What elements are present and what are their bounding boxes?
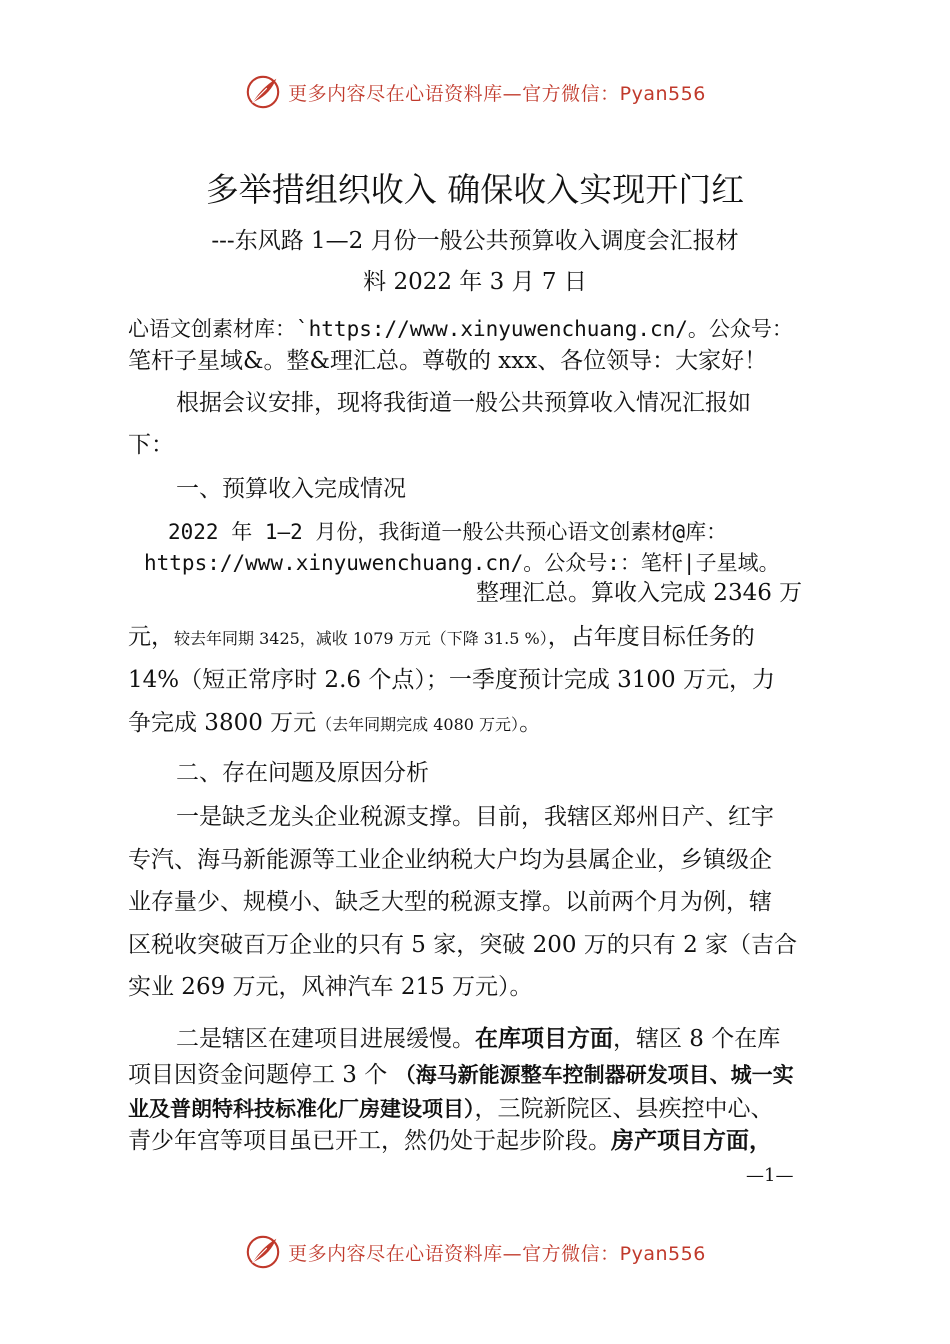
text-segment-bold: 在库项目方面 [475,1026,613,1052]
paragraph-line: 2022 年 1—2 月份，我街道一般公共预心语文创素材@库： [168,520,728,544]
section-heading: 二、存在问题及原因分析 [176,760,429,786]
text-segment: 项目因资金问题停工 3 个 [128,1062,395,1088]
opening-line: 下： [128,432,174,458]
watermark-text: 更多内容尽在心语资料库—官方微信：Pyan556 [288,82,706,105]
text-segment: 争完成 3800 万元 [128,710,317,736]
text-segment: 元， [128,624,174,650]
text-segment: ，占年度目标任务的 [547,624,755,650]
paragraph-line: 14%（短正常序时 2.6 个点）；一季度预计完成 3100 万元，力 [128,667,775,693]
paragraph-line: 实业 269 万元，风神汽车 215 万元）。 [128,974,533,1000]
paragraph-line [176,1022,876,1056]
page-number: —1— [746,1165,794,1186]
text-segment: 。 [519,710,543,736]
watermark-banner-top [0,72,950,112]
section-heading: 一、预算收入完成情况 [176,476,406,502]
paragraph-line [128,1092,828,1126]
document-subtitle: ---东风路 1—2 月份一般公共预算收入调度会汇报材 [211,228,739,254]
text-segment-bold: （海马新能源整车控制器研发项目、城一实 [394,1063,794,1087]
document-dateline: 料 2022 年 3 月 7 日 [363,269,587,295]
intro-line: 笔杆子星域&。整&理汇总。尊敬的 xxx、各位领导：大家好！ [128,348,768,374]
paragraph-line: 专汽、海马新能源等工业企业纳税大户均为县属企业，乡镇级企 [128,847,772,873]
text-segment-small: （去年同期完成 4080 万元） [316,715,520,734]
text-segment: ，三院新院区、县疾控中心、 [474,1096,774,1122]
paragraph-line [128,1058,828,1092]
paragraph-line: 区税收突破百万企业的只有 5 家，突破 200 万的只有 2 家（吉合 [128,932,798,958]
feather-pen-logo-icon [244,1233,282,1271]
paragraph-line: 一是缺乏龙头企业税源支撑。目前，我辖区郑州日产、红宇 [176,804,774,830]
intro-text: 心语文创素材库：`https://www.xinyuwenchuang.cn/。公众号： [128,317,793,341]
intro-line [128,312,828,346]
text-segment: ，辖区 8 个在库 [613,1026,781,1052]
paragraph-line: https://www.xinyuwenchuang.cn/。公众号:：笔杆|子星域。 [144,551,780,575]
paragraph-line [128,706,828,742]
text-segment-small: 较去年同期 3425，减收 1079 万元（下降 31.5 %） [174,629,548,648]
text-segment: 二是辖区在建项目进展缓慢。 [176,1026,475,1052]
paragraph-line [128,620,828,656]
watermark-text: 更多内容尽在心语资料库—官方微信：Pyan556 [288,1242,706,1265]
watermark-banner-bottom [0,1232,950,1272]
paragraph-line: 整理汇总。算收入完成 2346 万 [476,580,803,606]
paragraph-line [128,1124,828,1158]
text-segment: 青少年宫等项目虽已开工，然仍处于起步阶段。 [128,1128,611,1154]
document-title: 多举措组织收入 确保收入实现开门红 [205,170,745,209]
text-segment-bold: 业及普朗特科技标准化厂房建设项目） [128,1097,475,1121]
feather-pen-logo-icon [244,73,282,111]
opening-line: 根据会议安排，现将我街道一般公共预算收入情况汇报如 [176,390,751,416]
paragraph-line: 业存量少、规模小、缺乏大型的税源支撑。以前两个月为例，辖 [128,889,772,915]
text-segment-bold: 房产项目方面， [611,1128,772,1154]
